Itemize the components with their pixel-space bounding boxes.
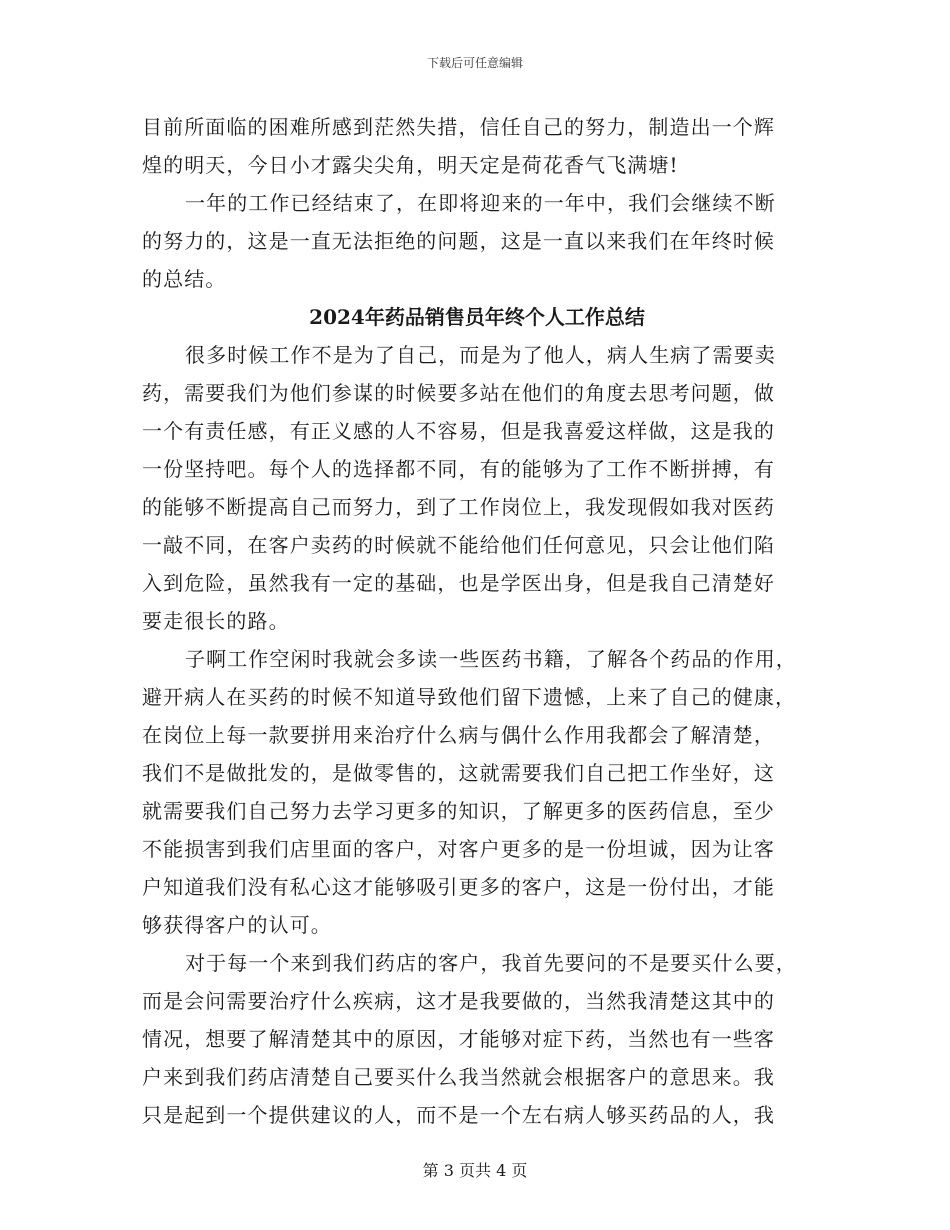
text-line: 情况，想要了解清楚其中的原因，才能够对症下药，当然也有一些客 — [142, 1027, 775, 1051]
text-line: 够获得客户的认可。 — [142, 913, 332, 937]
text-line: 避开病人在买药的时候不知道导致他们留下遗憾，上来了自己的健康， — [142, 685, 797, 709]
document-body — [142, 108, 812, 1134]
paragraph-5 — [142, 944, 812, 1134]
paragraph-1 — [142, 108, 812, 184]
paragraph-3 — [142, 336, 812, 640]
text-line: 一敲不同，在客户卖药的时候就不能给他们任何意见，只会让他们陷 — [142, 533, 775, 557]
text-line: 一年的工作已经结束了，在即将迎来的一年中，我们会继续不断 — [185, 191, 776, 215]
text-line: 一个有责任感，有正义感的人不容易，但是我喜爱这样做，这是我的 — [142, 419, 775, 443]
text-line: 在岗位上每一款要拼用来治疗什么病与偶什么作用我都会了解清楚， — [142, 723, 775, 747]
text-line: 药，需要我们为他们参谋的时候要多站在他们的角度去思考问题，做 — [142, 381, 775, 405]
section-title: 2024年药品销售员年终个人工作总结 — [309, 305, 645, 329]
page-header: 下载后可任意编辑 — [426, 56, 523, 70]
text-line: 而是会问需要治疗什么疾病，这才是我要做的，当然我清楚这其中的 — [142, 989, 775, 1013]
text-line: 目前所面临的困难所感到茫然失措，信任自己的努力，制造出一个辉 — [142, 115, 775, 139]
paragraph-4 — [142, 640, 812, 944]
text-line: 要走很长的路。 — [142, 609, 290, 633]
text-line: 的总结。 — [142, 267, 227, 291]
page-footer: 第 3 页共 4 页 — [422, 1161, 528, 1180]
text-line: 不能损害到我们店里面的客户，对客户更多的是一份坦诚，因为让客 — [142, 837, 775, 861]
text-line: 子啊工作空闲时我就会多读一些医药书籍，了解各个药品的作用， — [185, 647, 797, 671]
text-line: 一份坚持吧。每个人的选择都不同，有的能够为了工作不断拼搏，有 — [142, 457, 775, 481]
text-line: 对于每一个来到我们药店的客户，我首先要问的不是要买什么要， — [185, 951, 797, 975]
text-line: 入到危险，虽然我有一定的基础，也是学医出身，但是我自己清楚好 — [142, 571, 775, 595]
text-line: 的努力的，这是一直无法拒绝的问题，这是一直以来我们在年终时候 — [142, 229, 775, 253]
text-line: 就需要我们自己努力去学习更多的知识，了解更多的医药信息，至少 — [142, 799, 775, 823]
paragraph-2 — [142, 184, 812, 298]
text-line: 只是起到一个提供建议的人，而不是一个左右病人够买药品的人，我 — [142, 1103, 775, 1127]
text-line: 很多时候工作不是为了自己，而是为了他人，病人生病了需要卖 — [185, 343, 776, 367]
text-line: 的能够不断提高自己而努力，到了工作岗位上，我发现假如我对医药 — [142, 495, 775, 519]
text-line: 我们不是做批发的，是做零售的，这就需要我们自己把工作坐好，这 — [142, 761, 775, 785]
text-line: 户来到我们药店清楚自己要买什么我当然就会根据客户的意思来。我 — [142, 1065, 775, 1089]
text-line: 煌的明天，今日小才露尖尖角，明天定是荷花香气飞满塘! — [142, 153, 679, 177]
text-line: 户知道我们没有私心这才能够吸引更多的客户，这是一份付出，才能 — [142, 875, 775, 899]
